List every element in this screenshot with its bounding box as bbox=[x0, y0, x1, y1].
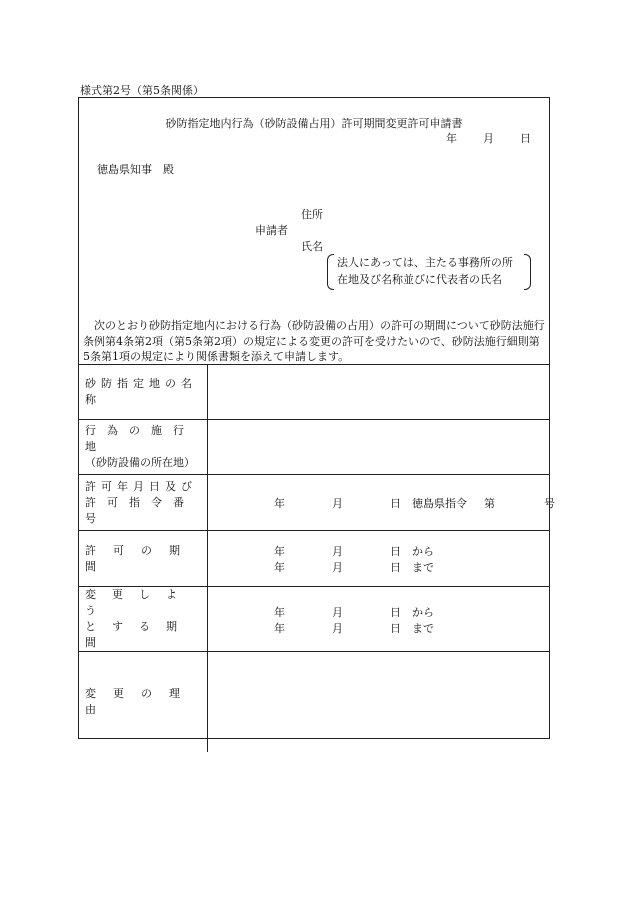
row-permit bbox=[79, 475, 549, 531]
name-label: 氏名 bbox=[301, 240, 323, 253]
label-reason: 変更の理由 bbox=[79, 652, 208, 752]
form-title: 砂防指定地内行為（砂防設備占用）許可期間変更許可申請書 bbox=[165, 117, 463, 130]
field-period[interactable]: 年 月 日 から 年 月 日 まで bbox=[208, 531, 550, 587]
application-statement: 次のとおり砂防指定地内における行為（砂防設備の占用）の許可の期間について砂防法施行条例第4条第2項（第5条第2項）の規定による変更の許可を受けたいので、砂防法施行細則第5条第1項の規定により関係書類を添えて申請します。 bbox=[83, 319, 545, 363]
row-area-name bbox=[79, 365, 549, 420]
addressee: 徳島県知事 殿 bbox=[97, 163, 174, 176]
note-line-2: 在地及び名称並びに代表者の氏名 bbox=[337, 273, 502, 286]
row-period bbox=[79, 531, 549, 587]
note-line-1: 法人にあっては、主たる事務所の所 bbox=[337, 256, 513, 269]
field-area-name[interactable] bbox=[208, 365, 550, 420]
field-permit[interactable]: 年 月 日 徳島県指令 第 号 bbox=[208, 475, 550, 531]
field-change-period[interactable]: 年 月 日 から 年 月 日 まで bbox=[208, 587, 550, 652]
form-table bbox=[79, 364, 555, 752]
field-reason[interactable] bbox=[208, 652, 550, 752]
row-change-period bbox=[79, 587, 549, 652]
row-reason bbox=[79, 652, 549, 752]
bracket-left bbox=[327, 254, 334, 290]
field-location[interactable] bbox=[208, 420, 550, 475]
bracket-right bbox=[524, 254, 531, 290]
label-location: 行為の施行地 （砂防設備の所在地） bbox=[79, 420, 208, 475]
date-month[interactable]: 月 bbox=[483, 132, 494, 145]
applicant-label: 申請者 bbox=[255, 224, 288, 237]
application-form bbox=[78, 97, 555, 739]
date-year[interactable]: 年 bbox=[446, 132, 457, 145]
form-number-label: 様式第2号（第5条関係） bbox=[80, 84, 204, 97]
date-line bbox=[446, 130, 531, 146]
date-day[interactable]: 日 bbox=[520, 132, 531, 145]
corporation-note bbox=[327, 254, 531, 290]
label-permit: 許可年月日及び 許可指令番号 bbox=[79, 475, 208, 531]
label-change-period: 変更しよう とする期間 bbox=[79, 587, 208, 652]
label-period: 許可の期間 bbox=[79, 531, 208, 587]
address-label: 住所 bbox=[301, 208, 323, 221]
row-location bbox=[79, 420, 549, 475]
label-area-name: 砂防指定地の名称 bbox=[79, 365, 208, 420]
